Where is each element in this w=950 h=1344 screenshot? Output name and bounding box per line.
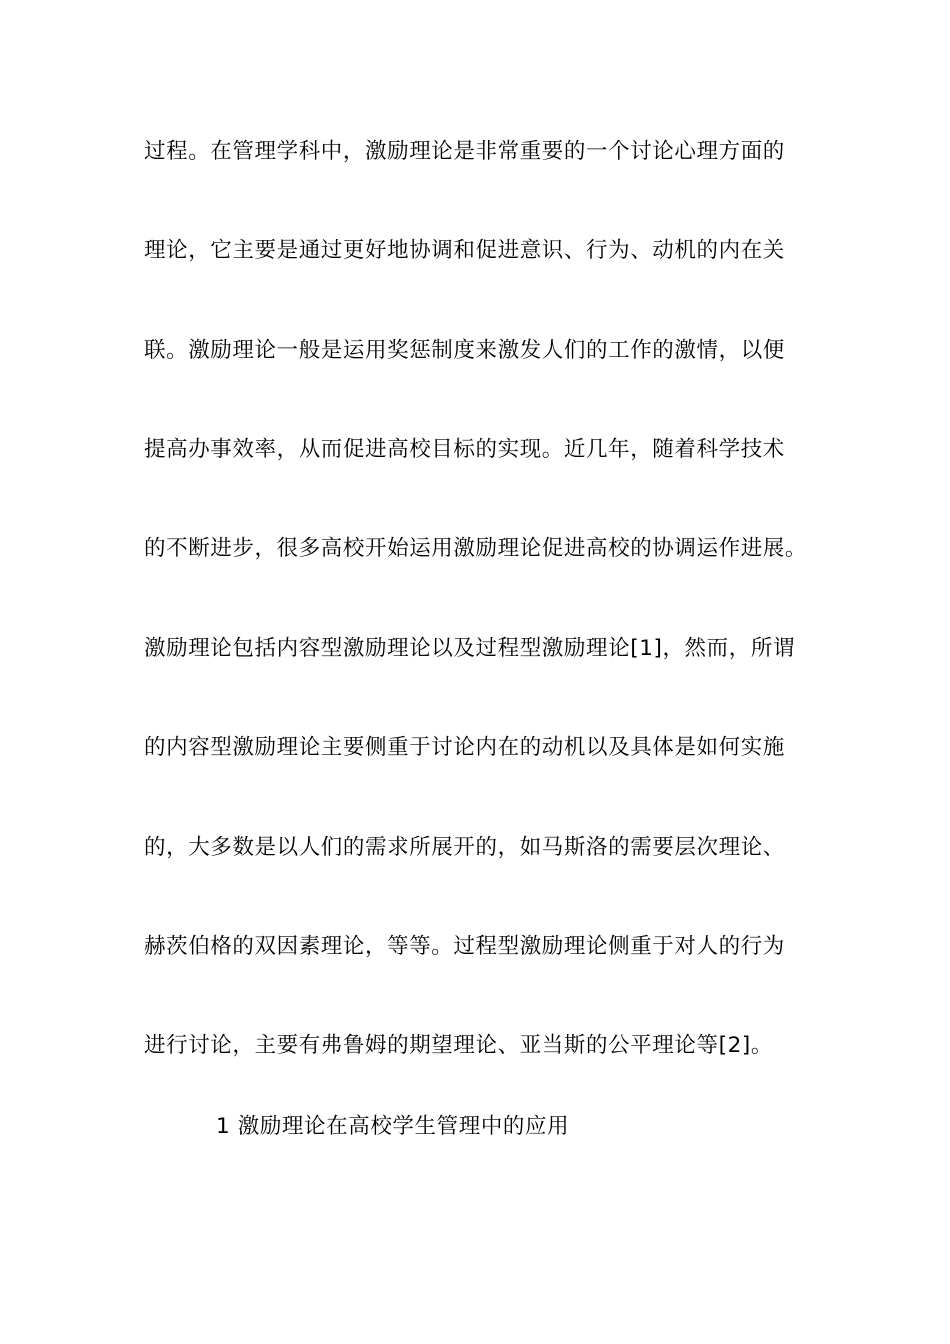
paragraph-line-3: 联。激励理论一般是运用奖惩制度来激发人们的工作的激情，以便 — [144, 338, 785, 363]
paragraph-line-5: 的不断进步，很多高校开始运用激励理论促进高校的协调运作进展。 — [144, 536, 808, 561]
paragraph-line-7: 的内容型激励理论主要侧重于讨论内在的动机以及具体是如何实施 — [144, 735, 785, 760]
paragraph-line-10: 进行讨论，主要有弗鲁姆的期望理论、亚当斯的公平理论等[2]。 — [144, 1033, 773, 1058]
paragraph-line-2: 理论，它主要是通过更好地协调和促进意识、行为、动机的内在关 — [144, 238, 785, 263]
paragraph-line-1: 过程。在管理学科中，激励理论是非常重要的一个讨论心理方面的 — [144, 139, 785, 164]
paragraph-line-9: 赫茨伯格的双因素理论，等等。过程型激励理论侧重于对人的行为 — [144, 934, 785, 959]
section-heading: 1 激励理论在高校学生管理中的应用 — [216, 1114, 570, 1139]
paragraph-line-4: 提高办事效率，从而促进高校目标的实现。近几年，随着科学技术 — [144, 437, 785, 462]
paragraph-line-8: 的，大多数是以人们的需求所展开的，如马斯洛的需要层次理论、 — [144, 835, 785, 860]
paragraph-line-6: 激励理论包括内容型激励理论以及过程型激励理论[1]，然而，所谓 — [144, 636, 796, 661]
